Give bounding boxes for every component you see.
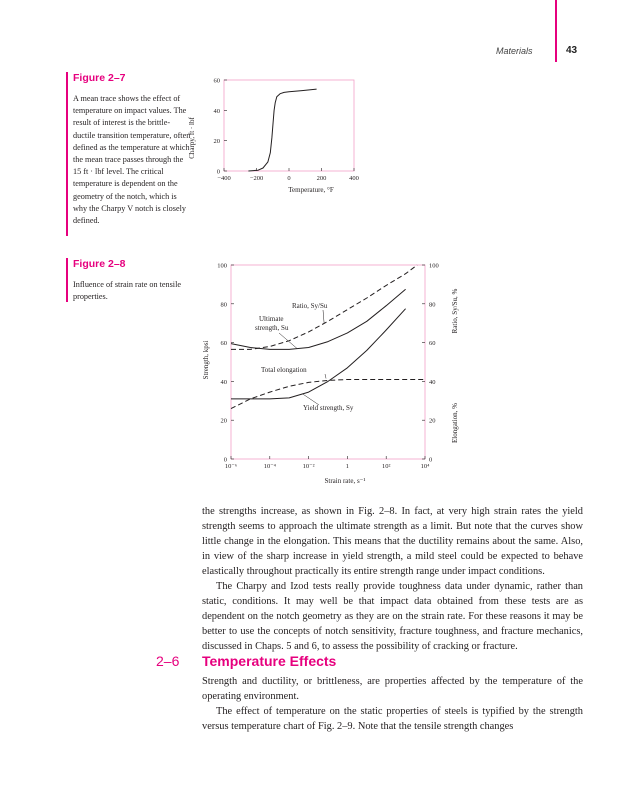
ultimate-annotation-line2: strength, Su [255, 324, 289, 332]
charpy-series [248, 89, 316, 171]
charpy-axes [224, 80, 354, 171]
strain-x-tick-label: 10⁴ [420, 463, 430, 470]
charpy-x-tick-label: −200 [249, 175, 264, 182]
percent-y-tick-label: 60 [429, 340, 436, 348]
ultimate-strength-su-line [231, 289, 406, 349]
annotation-leader-line [279, 333, 297, 348]
figure-2-7-label: Figure 2–7 [73, 72, 126, 84]
strain-rate-chart [195, 255, 475, 495]
section-paragraph-1: Strength and ductility, or brittleness, are properties affected by the temperature of the operating environment. [202, 676, 583, 702]
strength-y-tick-label: 40 [220, 378, 227, 386]
ultimate-annotation-line1: Ultimate [259, 315, 284, 323]
figure-2-8-caption: Influence of strain rate on tensile properties. [73, 280, 181, 302]
strength-y-tick-label: 20 [220, 417, 227, 425]
strain-x-tick-label: 10⁻⁶ [224, 463, 238, 470]
body-paragraph-1: the strengths increase, as shown in Fig. 2–8. In fact, at very high strain rates the yield strength seems to approach the ultimate strength as a limit. But note that the curves show little change in the elongation. This means that the ductility remains about the same. Also, in view of the sharp increase in yield strength, a mild steel could be expected to behave elastically throughout practically its entire strength range under impact conditions. [202, 506, 583, 577]
running-title: Materials [496, 46, 533, 56]
ratio-annotation: Ratio, Sy/Su [292, 302, 328, 310]
percent-y-tick-label: 100 [429, 262, 439, 270]
section-number: 2–6 [156, 653, 180, 669]
strength-y-tick-label: 100 [217, 262, 227, 270]
yield-annotation: Yield strength, Sy [303, 404, 354, 412]
strain-rate-y-axis-label: Strength, kpsi [202, 340, 210, 380]
yield-strength-sy-line [231, 309, 406, 399]
charpy-mean-trace-line [248, 89, 316, 171]
strain-rate-axes [231, 265, 425, 459]
charpy-frame [224, 80, 354, 171]
strain-x-tick-label: 10² [381, 463, 391, 470]
section-paragraph-2: The effect of temperature on the static properties of steels is typified by the strength versus temperature chart of Fig. 2–9. Note that the tensile strength changes [202, 706, 583, 732]
strain-x-tick-label: 10⁻² [302, 463, 315, 470]
figure-2-8-label: Figure 2–8 [73, 258, 126, 270]
annotation-leader-line [325, 374, 326, 378]
charpy-x-tick-label: 200 [316, 175, 327, 182]
section-text [202, 674, 583, 734]
annotation-leader-line [323, 310, 324, 323]
figure-2-8-marker [66, 258, 68, 302]
percent-y-tick-label: 80 [429, 301, 436, 309]
strain-rate-x-axis-label: Strain rate, s⁻¹ [324, 477, 366, 485]
strain-x-tick-label: 10⁻⁴ [263, 463, 276, 470]
charpy-ticks [214, 78, 359, 183]
elongation-right-axis-label: Elongation, % [451, 402, 459, 444]
charpy-chart [180, 70, 380, 210]
strength-y-tick-label: 0 [223, 456, 227, 464]
figure-2-7-marker [66, 72, 68, 236]
charpy-y-tick-label: 60 [213, 77, 220, 85]
body-text [202, 504, 583, 654]
figure-2-7-caption: A mean trace shows the effect of temperature on impact values. The result of interest is the brittle-ductile transition temperature, often defined as the temperature at which the mean trace passes through the 15 ft · lbf level. The critical temperature is dependent on the geometry of the notch, which is why the Charpy V notch is closely defined. [73, 94, 191, 226]
charpy-x-axis-label: Temperature, °F [288, 186, 334, 194]
section-title: Temperature Effects [202, 653, 337, 669]
strain-rate-series [231, 265, 425, 409]
strain-x-tick-label: 1 [345, 463, 350, 470]
charpy-y-tick-label: 40 [213, 107, 220, 115]
charpy-y-axis-label: Charpy, ft · lbf [188, 117, 196, 159]
body-paragraph-2: The Charpy and Izod tests really provide toughness data under dynamic, rather than static, conditions. It may well be that impact data obtained from these tests are as dependent on the notch geometry as they are on the strain rate. For these reasons it may be better to use the concepts of notch sensitivity, fracture toughness, and fracture mechanics, discussed in Chaps. 5 and 6, to assess the possibility of cracking or fracture. [202, 581, 583, 652]
header-divider [555, 0, 557, 62]
page-number: 43 [566, 45, 578, 56]
strength-y-tick-label: 60 [220, 340, 227, 348]
percent-y-tick-label: 0 [429, 456, 433, 464]
charpy-x-tick-label: 0 [287, 175, 291, 182]
strain-rate-frame [231, 265, 425, 459]
ratio-right-axis-label: Ratio, Sy/Su, % [451, 288, 459, 334]
charpy-y-tick-label: 0 [216, 168, 220, 176]
elongation-annotation: Total elongation [261, 366, 307, 374]
percent-y-tick-label: 20 [429, 417, 436, 425]
charpy-x-tick-label: 400 [349, 175, 359, 182]
strength-y-tick-label: 80 [220, 301, 227, 309]
charpy-y-tick-label: 20 [213, 138, 220, 146]
charpy-x-tick-label: −400 [217, 175, 231, 182]
percent-y-tick-label: 40 [429, 378, 436, 386]
strain-rate-ticks [217, 263, 439, 471]
